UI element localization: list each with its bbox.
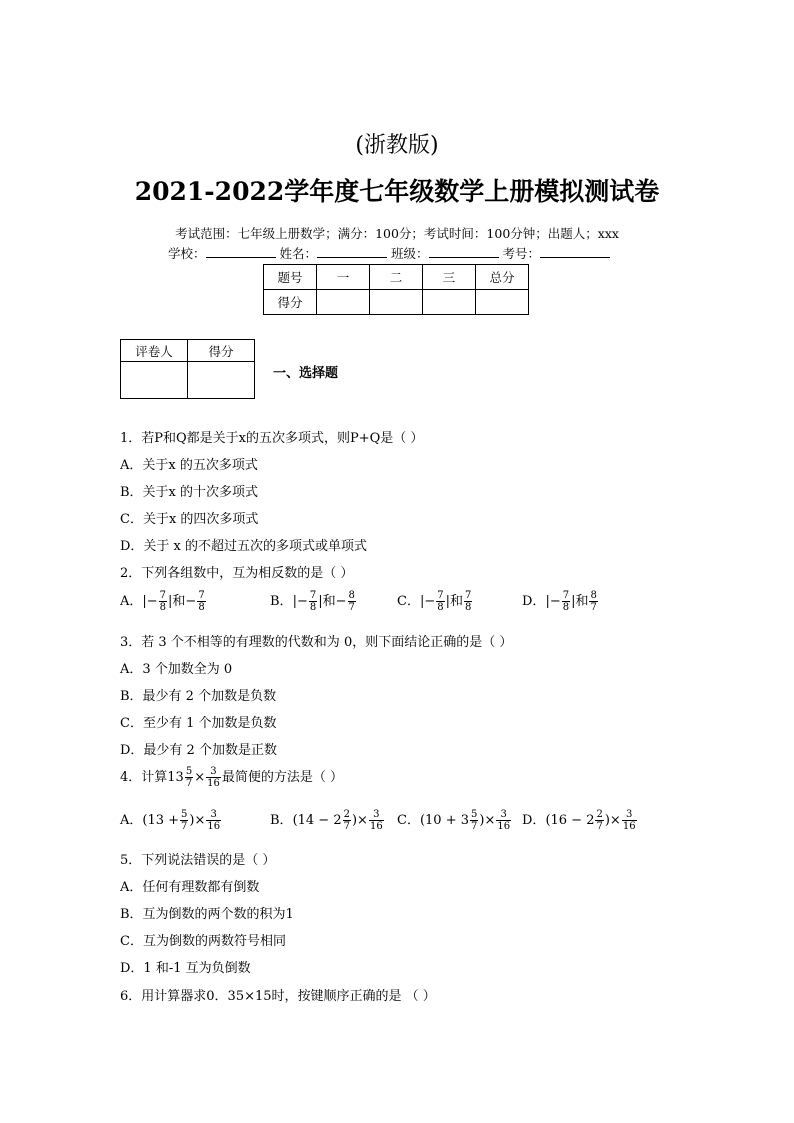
option-label: A． [120,594,143,609]
fraction [343,809,351,832]
q3-option-c: C．至少有 1 个加数是负数 [120,716,277,731]
q2-options [120,590,720,620]
denominator: 8 [198,602,205,613]
q5-stem: 5．下列说法错误的是（ ） [120,853,276,868]
option-text: |和 [571,594,589,609]
class-label: 班级： [391,246,429,261]
score-table [263,264,529,315]
q4-option-d [522,809,638,832]
reviewer-cell[interactable] [121,362,188,399]
score-cell[interactable] [476,290,529,315]
numerator: 3 [622,809,637,821]
option-text: (10 + 3 [419,813,469,828]
denominator: 7 [181,821,188,832]
q1-option-c: C．关于x 的四次多项式 [120,512,259,527]
page-title: 2021-2022学年度七年级数学上册模拟测试卷 [134,177,660,206]
score-table-row [264,290,529,315]
q5-option-c: C．互为倒数的两数符号相同 [120,934,286,949]
option-text: |和 [445,594,463,609]
fraction [464,590,472,613]
numerator: 7 [309,590,317,601]
option-label: C． [397,813,420,828]
score-header-cell: 三 [423,265,476,290]
q1-stem: 1．若P和Q都是关于x的五次多项式，则P+Q是（ ） [120,431,424,446]
fraction [206,809,221,832]
option-label: D． [522,813,546,828]
fraction [496,809,511,832]
q5-option-d: D．1 和-1 互为负倒数 [120,961,251,976]
option-label: B． [270,813,293,828]
option-text: )× [189,813,206,828]
numerator: 8 [590,590,597,601]
name-label: 姓名： [279,246,318,261]
option-label: B． [270,594,293,609]
q3-option-b: B．最少有 2 个加数是负数 [120,689,277,704]
numerator: 7 [465,590,472,601]
q4-stem-text: 最简便的方法是（ ） [221,770,343,785]
q2-option-b [270,590,357,613]
q3-option-a: A．3 个加数全为 0 [120,662,233,677]
denominator: 8 [437,602,444,613]
option-text: (14 − 2 [292,813,342,828]
score-row-label: 得分 [264,290,317,315]
fraction [185,766,193,789]
reviewer-table [120,339,255,399]
score-table-header [264,265,529,290]
q4-options [120,809,720,839]
fraction [436,590,444,613]
numerator: 3 [206,809,221,821]
denominator: 7 [471,821,478,832]
denominator: 16 [207,821,221,832]
q2-option-c [397,590,473,613]
school-blank[interactable] [206,245,276,258]
fraction [348,590,356,613]
score-cell[interactable] [423,290,476,315]
q4-option-b [270,809,385,832]
section-title: 一、选择题 [273,366,339,381]
option-text: |和− [168,594,197,609]
fraction [470,809,478,832]
numerator: 7 [159,590,167,601]
exam-info: 考试范围：七年级上册数学；满分：100分；考试时间：100分钟；出题人；xxx [175,226,619,241]
option-text: (13 + [142,813,180,828]
denominator: 7 [596,821,603,832]
numerator: 7 [562,590,570,601]
fraction [589,590,597,613]
score-cell[interactable] [370,290,423,315]
denominator: 8 [562,602,570,613]
q5-option-b: B．互为倒数的两个数的积为1 [120,907,294,922]
school-label: 学校： [168,246,206,261]
q2-stem: 2．下列各组数中，互为相反数的是（ ） [120,566,354,581]
option-text: (16 − 2 [545,813,595,828]
option-text: |− [142,594,158,609]
denominator: 8 [465,602,472,613]
fraction [622,809,637,832]
q4-option-c [397,809,512,832]
q5-option-a: A．任何有理数都有倒数 [120,880,260,895]
numerator: 2 [596,809,603,820]
option-label: A． [120,813,143,828]
fraction [369,809,384,832]
option-text: )× [479,813,496,828]
reviewer-label: 评卷人 [121,340,188,362]
score-header-cell: 二 [370,265,423,290]
fraction [197,590,205,613]
option-text: |− [292,594,308,609]
number-blank[interactable] [540,245,610,258]
q2-option-a [120,590,207,613]
option-label: C． [397,594,420,609]
numerator: 7 [198,590,205,601]
fraction [595,809,603,832]
q3-stem: 3．若 3 个不相等的有理数的代数和为 0，则下面结论正确的是（ ） [120,635,513,650]
numerator: 5 [185,766,193,777]
denominator: 16 [369,821,383,832]
denominator: 7 [348,602,355,613]
denominator: 8 [159,602,167,613]
fraction [206,766,221,789]
denominator: 7 [343,821,350,832]
edition-label: (浙教版) [355,133,439,158]
name-blank[interactable] [317,245,387,258]
score-header-cell: 一 [317,265,370,290]
fraction [309,590,317,613]
score-header-cell: 题号 [264,265,317,290]
q4-stem [120,766,343,789]
denominator: 16 [207,778,220,789]
option-label: D． [522,594,546,609]
fraction [180,809,188,832]
q1-option-b: B．关于x 的十次多项式 [120,485,259,500]
q1-option-d: D．关于 x 的不超过五次的多项式或单项式 [120,539,368,554]
option-text: )× [351,813,368,828]
denominator: 8 [309,602,317,613]
numerator: 3 [496,809,511,821]
q6-stem: 6．用计算器求0．35×15时，按键顺序正确的是 （ ） [120,989,436,1004]
student-fields [168,244,610,262]
option-text: |− [419,594,436,609]
option-text: )× [604,813,621,828]
fraction [159,590,167,613]
option-text: |− [545,594,561,609]
denominator: 7 [185,778,193,789]
fraction [562,590,570,613]
numerator: 3 [206,766,221,778]
numerator: 5 [471,809,478,820]
q4-option-a [120,809,222,832]
option-text: |和− [318,594,347,609]
denominator: 16 [622,821,636,832]
number-label: 考号： [502,246,541,261]
numerator: 8 [348,590,355,601]
numerator: 5 [181,809,188,820]
q4-stem-text: 4．计算13 [120,770,184,785]
times-sign: × [194,770,206,785]
q1-option-a: A．关于x 的五次多项式 [120,458,258,473]
score-cell[interactable] [317,290,370,315]
q2-option-d [522,590,599,613]
numerator: 2 [343,809,350,820]
denominator: 16 [497,821,511,832]
reviewer-score-cell[interactable] [188,362,255,399]
score-header-cell: 总分 [476,265,529,290]
denominator: 7 [590,602,597,613]
class-blank[interactable] [429,245,499,258]
q3-option-d: D．最少有 2 个加数是正数 [120,743,277,758]
numerator: 7 [437,590,444,601]
numerator: 3 [369,809,384,821]
reviewer-score-label: 得分 [188,340,255,362]
